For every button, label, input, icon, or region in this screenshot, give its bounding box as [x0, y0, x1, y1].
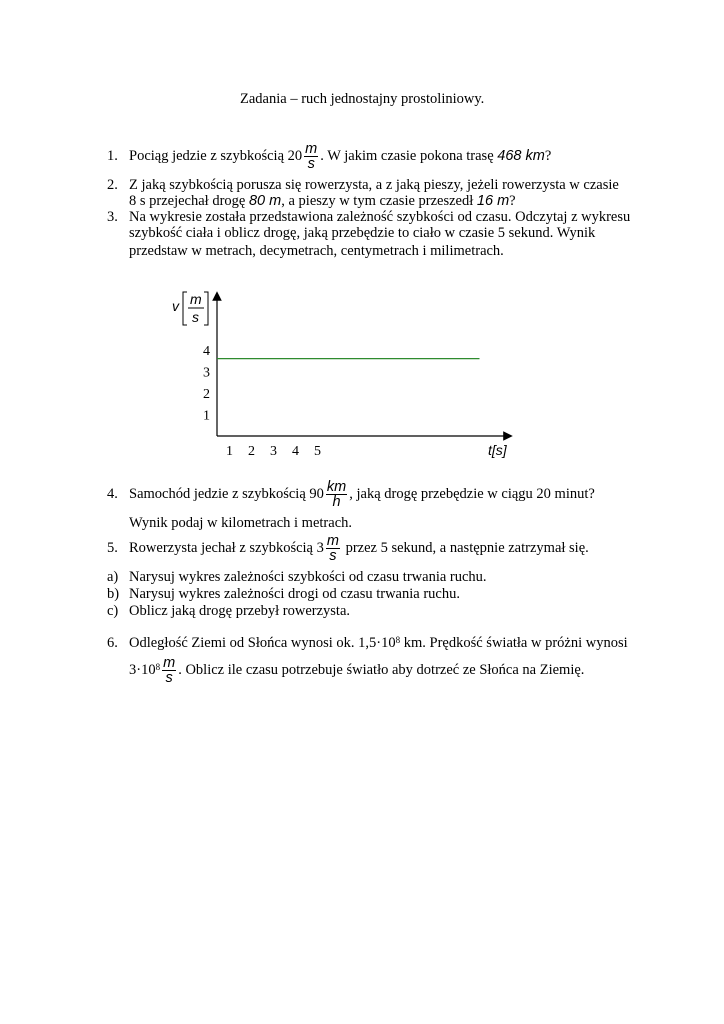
unit-numerator: m	[163, 655, 176, 672]
sub-text: Narysuj wykres zależności szybkości od czasu trwania ruchu.	[129, 569, 487, 585]
unit-denominator: h	[332, 494, 341, 511]
y-axis-bracket-right	[204, 292, 208, 325]
x-tick-label: 5	[314, 444, 321, 459]
task-2-distance-2: 16 m	[476, 193, 510, 209]
x-tick-labels	[226, 444, 321, 459]
task-5-sub-c	[107, 602, 350, 620]
x-tick-label: 1	[226, 444, 233, 459]
unit-denominator: s	[307, 156, 315, 173]
unit-denominator: s	[329, 548, 337, 565]
unit-numerator: km	[326, 479, 347, 496]
y-axis-variable: v	[172, 298, 179, 314]
velocity-time-chart	[160, 280, 520, 465]
task-4-value: 90	[309, 486, 324, 502]
task-5-unit	[326, 534, 340, 563]
task-4-text-a: Samochód jedzie z szybkością	[129, 486, 310, 502]
unit-numerator: m	[326, 533, 339, 550]
task-5-number: 5.	[107, 540, 118, 556]
task-1	[107, 142, 551, 171]
task-5-sub-b	[107, 585, 460, 603]
task-4	[107, 479, 595, 509]
task-3-line-2: szybkość ciała i oblicz drogę, jaką przebędzie to ciało w czasie 5 sekund. Wynik	[129, 225, 596, 241]
task-6-unit	[162, 656, 176, 685]
y-axis-unit-denominator: s	[192, 309, 199, 325]
sub-label: c)	[107, 603, 119, 619]
x-tick-label: 3	[270, 444, 277, 459]
task-2-text-1: Z jaką szybkością porusza się rowerzysta, a z jaką pieszy, jeżeli rowerzysta w czasie	[129, 177, 619, 193]
task-1-value: 20	[287, 148, 303, 164]
task-1-unit	[304, 142, 318, 171]
task-4-text-b: , jaką drogę przebędzie w ciągu 20 minut?	[349, 486, 595, 502]
task-5	[107, 533, 589, 563]
task-5-text-a: Rowerzysta jechał z szybkością	[129, 540, 317, 556]
task-4-number: 4.	[107, 486, 118, 502]
page-title: Zadania – ruch jednostajny prostoliniowy.	[240, 91, 485, 107]
task-6-exponent-2: 8	[155, 662, 161, 672]
y-tick-labels	[203, 344, 210, 424]
unit-denominator: s	[165, 670, 173, 687]
task-1-number: 1.	[107, 148, 118, 164]
task-3-line-3: przedstaw w metrach, decymetrach, centymetrach i milimetrach.	[129, 243, 504, 259]
task-2-text-2a: 8 s przejechał drogę	[129, 193, 249, 209]
task-5-sub-a	[107, 568, 487, 586]
y-tick-label: 3	[203, 365, 210, 381]
sub-text: Narysuj wykres zależności drogi od czasu trwania ruchu.	[129, 586, 460, 602]
task-4-unit	[326, 480, 347, 509]
task-5-value: 3	[316, 540, 324, 556]
y-tick-label: 1	[203, 408, 210, 424]
sub-label: a)	[107, 569, 119, 585]
task-1-text-a: Pociąg jedzie z szybkością	[129, 148, 288, 164]
task-6-exponent-1: 8	[395, 635, 401, 645]
y-tick-label: 2	[203, 387, 210, 402]
task-4-line-2: Wynik podaj w kilometrach i metrach.	[129, 515, 353, 531]
sub-text: Oblicz jaką drogę przebył rowerzysta.	[129, 603, 351, 619]
task-6-line-1	[107, 634, 628, 652]
task-2-number: 2.	[107, 177, 118, 193]
task-3-number: 3.	[107, 209, 118, 225]
task-2-text-2c: ?	[509, 193, 516, 209]
sub-label: b)	[107, 586, 120, 602]
x-tick-label: 2	[248, 444, 255, 459]
x-axis-label: t[s]	[488, 442, 507, 458]
task-6-text-a: Odległość Ziemi od Słońca wynosi ok. 1,5·10	[129, 635, 396, 651]
task-1-distance: 468 km	[497, 148, 545, 164]
unit-numerator: m	[305, 141, 318, 158]
x-tick-label: 4	[292, 444, 299, 459]
task-2-text-2b: , a pieszy w tym czasie przeszedł	[281, 193, 477, 209]
task-6-text-c: 3·10	[129, 662, 156, 678]
task-1-text-c: ?	[544, 148, 552, 164]
task-5-text-b: przez 5 sekund, a następnie zatrzymał się.	[341, 540, 589, 556]
y-tick-label: 4	[203, 344, 210, 359]
task-6-text-d: . Oblicz ile czasu potrzebuje światło aby dotrzeć ze Słońca na Ziemię.	[178, 662, 585, 678]
task-3-text-1: Na wykresie została przedstawiona zależność szybkości od czasu. Odczytaj z wykresu	[129, 209, 631, 225]
task-1-text-b: . W jakim czasie pokona trasę	[320, 148, 498, 164]
task-6-text-b: km. Prędkość światła w próżni wynosi	[400, 635, 628, 651]
y-axis-bracket-left	[183, 292, 187, 325]
y-axis-unit-numerator: m	[190, 291, 202, 307]
task-2-distance-1: 80 m	[248, 193, 282, 209]
task-6-line-2	[129, 655, 584, 685]
task-6-number: 6.	[107, 635, 118, 651]
